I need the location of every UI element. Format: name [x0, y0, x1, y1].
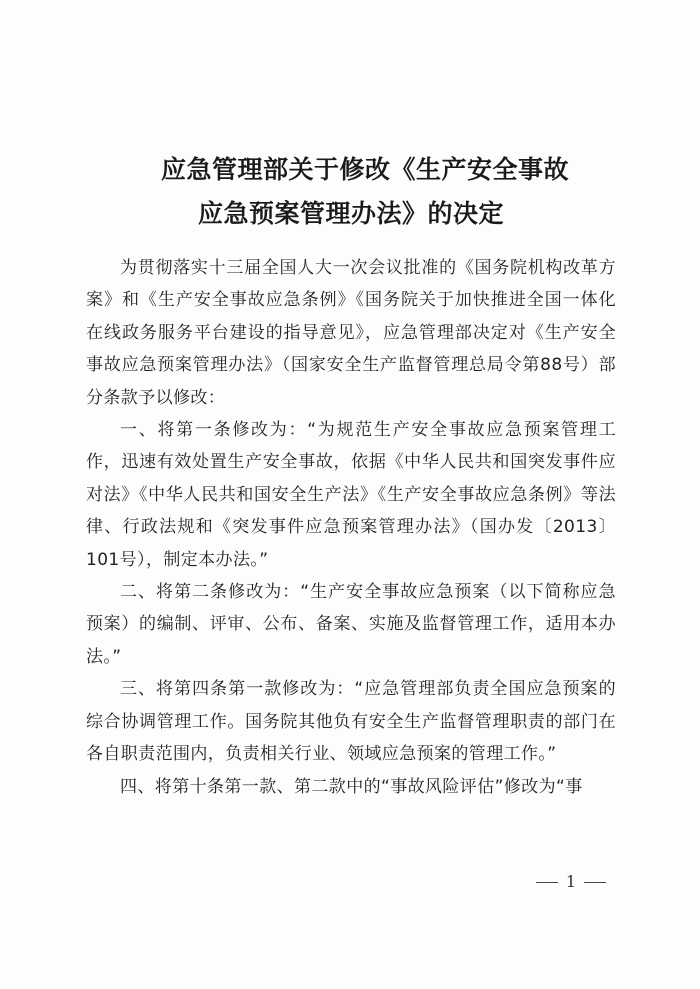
- page-number-dash-right: [584, 882, 606, 883]
- page-number-dash-left: [536, 882, 558, 883]
- document-body: [86, 252, 616, 803]
- paragraph-item-1: 一、将第一条修改为：“为规范生产安全事故应急预案管理工作，迅速有效处置生产安全事故，依据《中华人民共和国突发事件应对法》《中华人民共和国安全生产法》《生产安全事故应急条例》等法律、行政法规和《突发事件应急预案管理办法》（国办发〔2013〕101号），制定本办法。”: [86, 420, 616, 570]
- paragraph-item-4: 四、将第十条第一款、第二款中的“事故风险评估”修改为“事: [120, 776, 583, 797]
- document-title: [0, 148, 700, 236]
- title-line-1: 应急管理部关于修改《生产安全事故: [160, 155, 569, 184]
- title-line-2: 应急预案管理办法》的决定: [197, 199, 504, 228]
- paragraph-intro: 为贯彻落实十三届全国人大一次会议批准的《国务院机构改革方案》和《生产安全事故应急条例》《国务院关于加快推进全国一体化在线政务服务平台建设的指导意见》，应急管理部决定对《生产安全事故应急预案管理办法》（国家安全生产监督管理总局令第88号）部分条款予以修改：: [86, 258, 616, 408]
- paragraph-item-2: 二、将第二条修改为：“生产安全事故应急预案（以下简称应急预案）的编制、评审、公布、备案、实施及监督管理工作，适用本办法。”: [86, 582, 616, 667]
- page-number-value: 1: [565, 872, 576, 891]
- paragraph-item-3: 三、将第四条第一款修改为：“应急管理部负责全国应急预案的综合协调管理工作。国务院其他负有安全生产监督管理职责的部门在各自职责范围内，负责相关行业、领域应急预案的管理工作。”: [86, 679, 616, 765]
- page-number: [0, 872, 614, 891]
